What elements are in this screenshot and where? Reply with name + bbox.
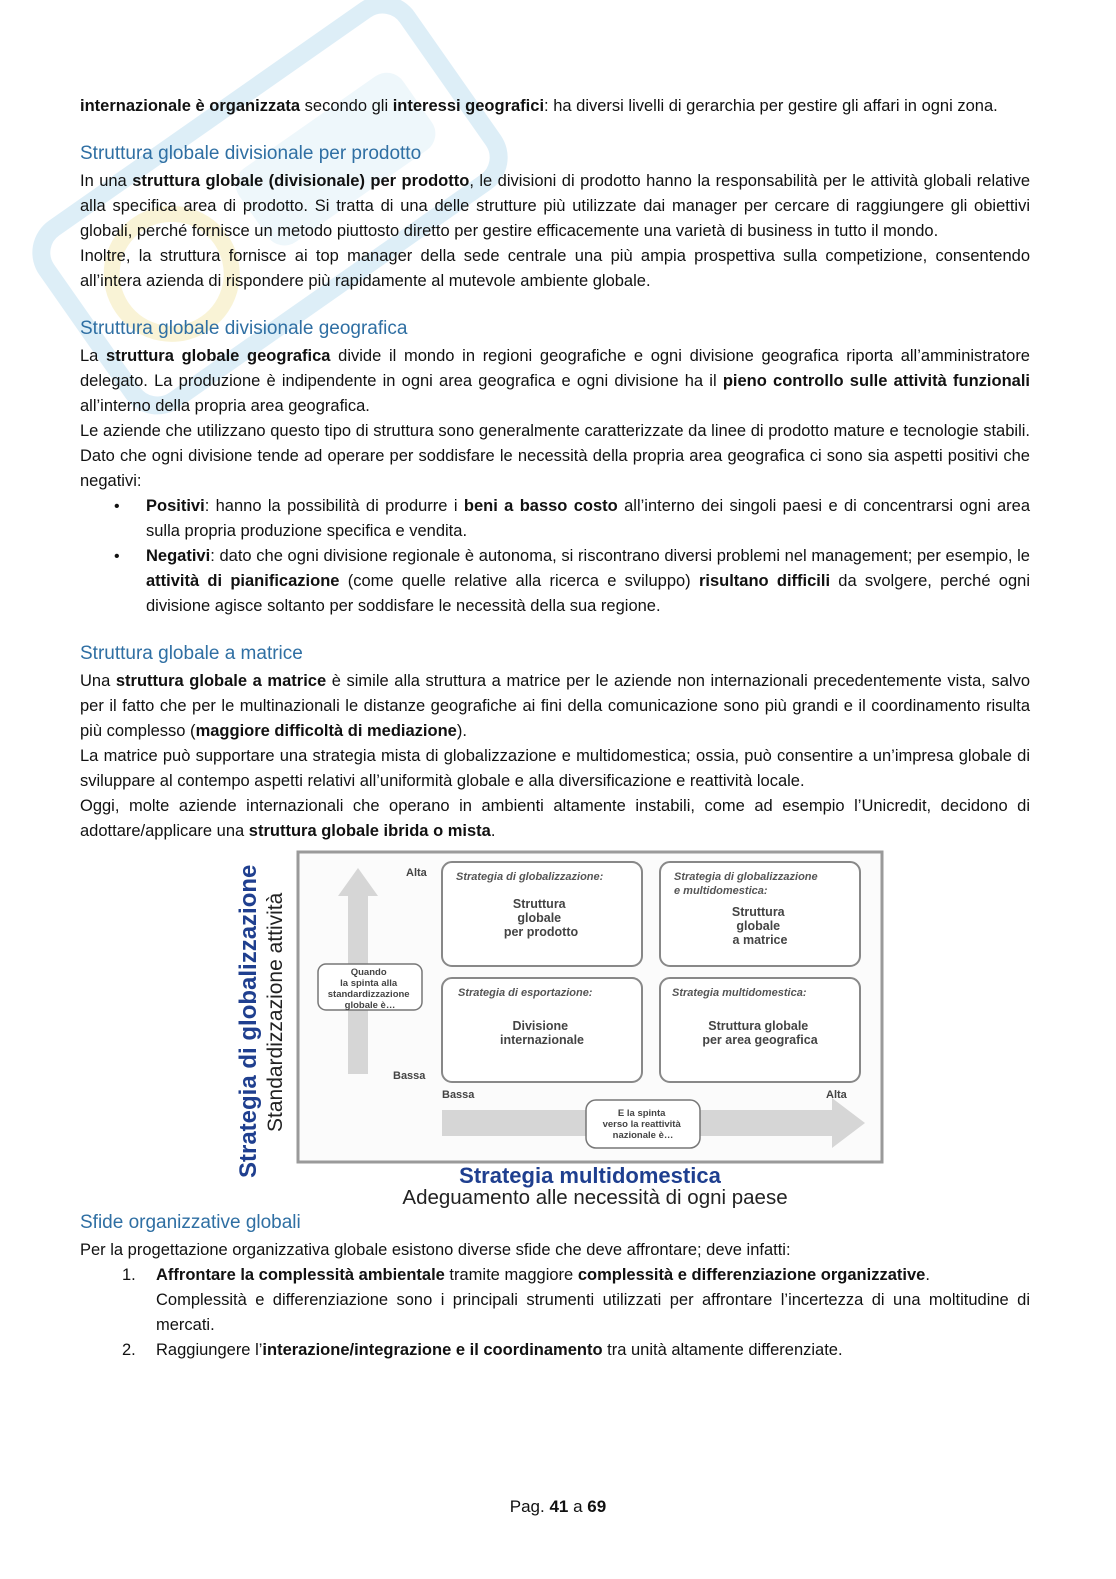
cell-tr-title: Strategia di globalizzazione e multidomestica:	[674, 871, 818, 897]
cell-bl-title: Strategia di esportazione:	[458, 987, 593, 999]
y-axis-title: Strategia di globalizzazione	[235, 864, 262, 1178]
heading-divisionale-geografica: Struttura globale divisionale geografica	[80, 318, 408, 339]
x-axis-title: Strategia multidomestica	[459, 1163, 721, 1188]
intro-paragraph: internazionale è organizzata secondo gli interessi geografici: ha diversi livelli di gerarchia per gestire gli affari in ogni zona.	[80, 97, 998, 115]
cell-tl-title: Strategia di globalizzazione:	[456, 871, 604, 883]
heading-sfide: Sfide organizzative globali	[80, 1212, 301, 1233]
paragraph-matrice-3: Oggi, molte aziende internazionali che operano in ambienti altamente instabili, come ad esempio l’Unicredit, decidono di adottare/applicare una struttura globale ibrida o mista.	[80, 797, 1030, 840]
paragraph-geografica-1: La struttura globale geografica divide il mondo in regioni geografiche e ogni divisione geografica riporta all’amministratore delegato. La produzione è indipendente in ogni area geografica e ogni divisione ha il pieno controllo sulle attività funzionali all’interno della propria area geografica.	[80, 347, 1030, 415]
paragraph-prodotto-2: Inoltre, la struttura fornisce ai top manager della sede centrale una più ampia prospettiva sulla competizione, consentendo all’intera azienda di rispondere più rapidamente al mutevole ambiente globale.	[80, 247, 1030, 290]
heading-divisionale-prodotto: Struttura globale divisionale per prodotto	[80, 143, 422, 164]
y-low-label: Bassa	[393, 1070, 426, 1082]
page-number: 41	[549, 1497, 569, 1516]
heading-matrice: Struttura globale a matrice	[80, 643, 303, 664]
x-callout-text: E la spinta verso la reattività nazionale è…	[602, 1108, 681, 1141]
list-item-positivi: • Positivi: hanno la possibilità di produrre i beni a basso costo all’interno dei singoli paesi e di concentrarsi ogni area sulla propria produzione specifica e vendita.	[146, 494, 1030, 544]
document-page	[80, 94, 1030, 1363]
list-item-sfida-1: 1. Affrontare la complessità ambientale tramite maggiore complessità e differenziazione organizzative. Complessità e differenziazione sono i principali strumenti utilizzati per affrontare l’incertezza di una moltitudine di mercati.	[122, 1266, 1030, 1334]
x-axis-subtitle: Adeguamento alle necessità di ogni paese	[402, 1186, 788, 1208]
paragraph-sfide: Per la progettazione organizzativa globale esistono diverse sfide che deve affrontare; deve infatti:	[80, 1241, 791, 1259]
cell-br-title: Strategia multidomestica:	[672, 987, 807, 999]
page-footer: Pag. 41 a 69	[509, 1497, 607, 1516]
strategy-matrix-diagram	[220, 848, 900, 1208]
paragraph-matrice-2: La matrice può supportare una strategia mista di globalizzazione e multidomestica; ossia, può consentire a un’impresa globale di sviluppare al contempo aspetti relativi all’uniformità globale e alla diversificazione e reattività locale.	[80, 747, 1030, 790]
x-high-label: Alta	[826, 1089, 847, 1101]
y-callout-text: Quando la spinta alla standardizzazione globale è…	[327, 967, 410, 1011]
y-high-label: Alta	[406, 867, 427, 879]
cell-tl-body: Struttura globale per prodotto	[503, 897, 579, 939]
list-item-sfida-2: 2. Raggiungere l’interazione/integrazione e il coordinamento tra unità altamente differenziate.	[122, 1341, 843, 1359]
paragraph-prodotto-1: In una struttura globale (divisionale) per prodotto, le divisioni di prodotto hanno la responsabilità per le attività globali relative alla specifica area di prodotto. Si tratta di una delle strutture più utilizzate dai manager per cercare di raggiungere gli obiettivi globali, perché fornisce un metodo piuttosto diretto per gestire efficacemente una varietà di business in tutto il mondo.	[80, 172, 1030, 240]
cell-br-body: Struttura globale per area geografica	[702, 1019, 818, 1047]
cell-tr-body: Struttura globale a matrice	[731, 905, 788, 947]
cell-bl-body: Divisione internazionale	[499, 1019, 585, 1047]
strategy-matrix-figure	[220, 848, 900, 1208]
page-total: 69	[587, 1497, 607, 1516]
sfide-list	[80, 1263, 1030, 1363]
paragraph-geografica-2: Le aziende che utilizzano questo tipo di struttura sono generalmente caratterizzate da linee di prodotto mature e tecnologie stabili. Dato che ogni divisione tende ad operare per soddisfare le necessità della propria area geografica ci sono sia aspetti positivi che negativi:	[80, 422, 1030, 490]
pro-contro-list	[80, 494, 1030, 619]
y-axis-subtitle: Standardizzazione attività	[264, 892, 287, 1132]
x-low-label: Bassa	[442, 1089, 475, 1101]
list-item-negativi: • Negativi: dato che ogni divisione regionale è autonoma, si riscontrano diversi problemi nel management; per esempio, le attività di pianificazione (come quelle relative alla ricerca e sviluppo) risultano difficili da svolgere, perché ogni divisione agisce soltanto per soddisfare le necessità della sua regione.	[146, 544, 1030, 619]
paragraph-matrice-1: Una struttura globale a matrice è simile alla struttura a matrice per le aziende non internazionali precedentemente vista, salvo per il fatto che per le multinazionali le distanze geografiche ai fini della comunicazione sono più grandi e il coordinamento risulta più complesso (maggiore difficoltà di mediazione).	[80, 672, 1030, 740]
